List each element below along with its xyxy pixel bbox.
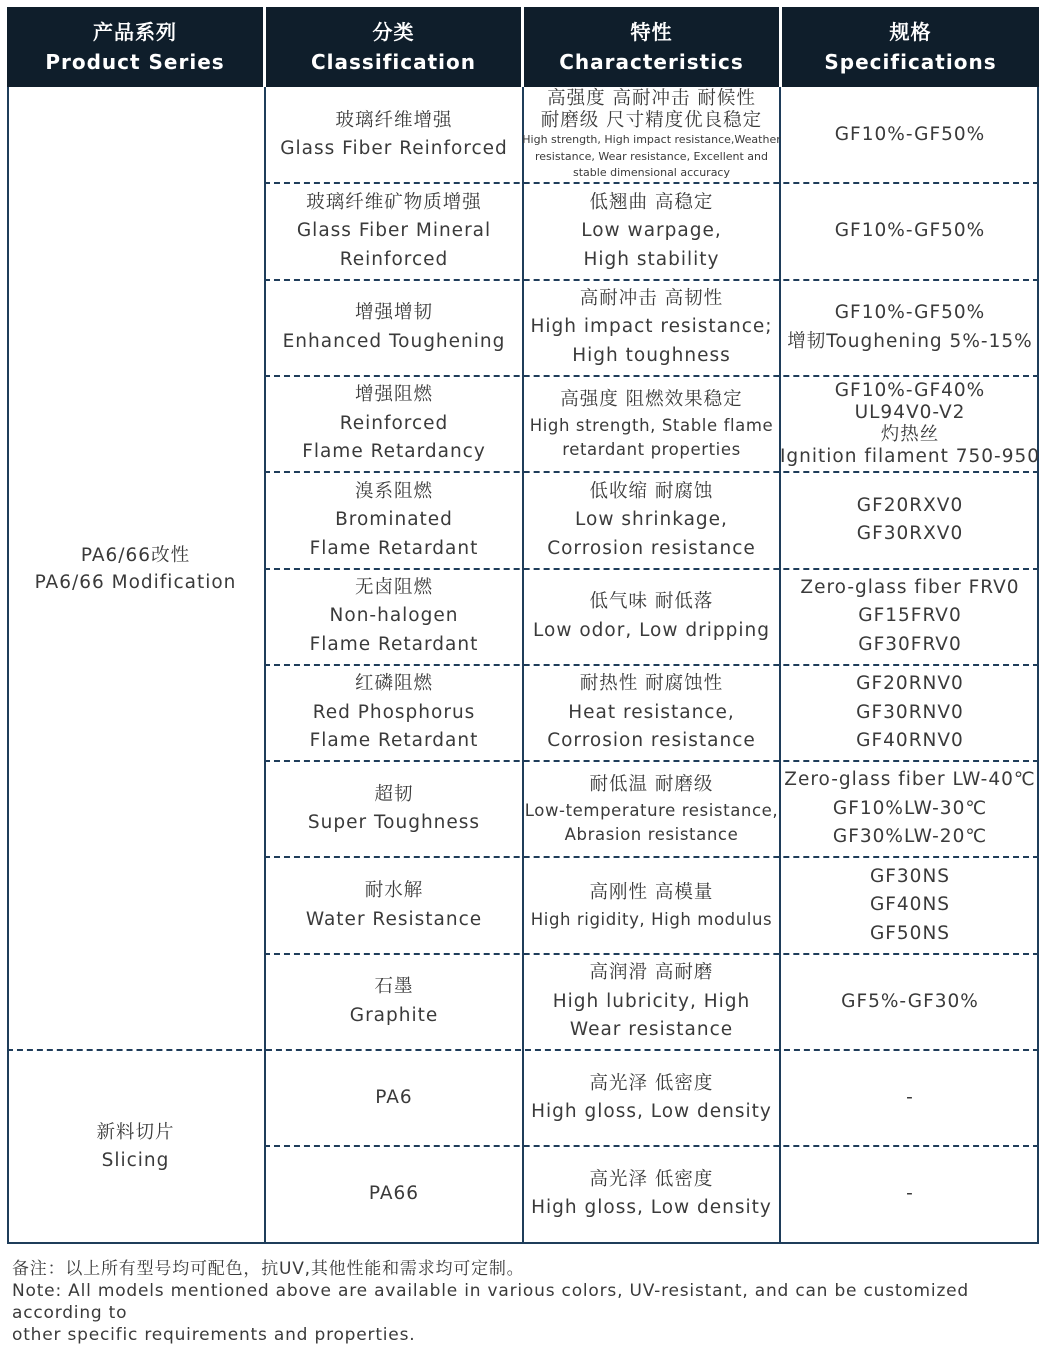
cell-text: High strength, Stable flame <box>529 416 774 436</box>
cell-text: 增韧Toughening 5%-15% <box>787 330 1033 352</box>
cell-text: High rigidity, High modulus <box>530 909 773 929</box>
characteristics-cell <box>524 761 779 857</box>
specifications-cell <box>781 665 1039 761</box>
cell-text: 耐水解 <box>364 880 424 902</box>
cell-text: Low warpage, <box>581 220 722 242</box>
cell-text: 高刚性 高模量 <box>589 882 714 904</box>
cell-text: GF10%-GF50% <box>834 123 986 145</box>
cell-text: High strength, High impact resistance,Weather <box>522 133 781 147</box>
cell-text: Water Resistance <box>305 908 483 930</box>
classification-cell <box>266 1146 522 1242</box>
specifications-cell <box>781 376 1039 472</box>
cell-text: GF30RNV0 <box>856 701 964 723</box>
header-text: 特性 <box>630 20 673 44</box>
cell-text: GF40RNV0 <box>856 730 964 752</box>
cell-text: 玻璃纤维增强 <box>335 109 453 131</box>
specifications-cell <box>781 280 1039 376</box>
group-label-zh: PA6/66改性 <box>80 545 191 567</box>
specifications-cell <box>781 1050 1039 1146</box>
characteristics-cell <box>524 665 779 761</box>
cell-text: High gloss, Low density <box>531 1101 772 1123</box>
cell-text: Abrasion resistance <box>564 825 739 845</box>
cell-text: Graphite <box>349 1004 439 1026</box>
cell-text: - <box>906 1183 914 1205</box>
cell-text: 耐磨级 尺寸精度优良稳定 <box>540 110 763 132</box>
classification-cell <box>266 761 522 857</box>
group-label-en: PA6/66 Modification <box>34 571 237 593</box>
classification-cell <box>266 954 522 1050</box>
cell-text: GF30%LW-20℃ <box>832 826 988 848</box>
cell-text: Red Phosphorus <box>312 701 476 723</box>
group-cell-slicing <box>7 1050 264 1244</box>
cell-text: Enhanced Toughening <box>282 330 506 352</box>
cell-text: 耐热性 耐腐蚀性 <box>579 673 724 695</box>
cell-text: 低翘曲 高稳定 <box>589 191 714 213</box>
cell-text: 红磷阻燃 <box>354 673 433 695</box>
specifications-cell <box>781 1146 1039 1242</box>
cell-text: GF10%-GF50% <box>834 220 986 242</box>
table-header <box>7 7 1039 87</box>
cell-text: High lubricity, High <box>552 990 751 1012</box>
cell-text: Low-temperature resistance, <box>524 801 779 821</box>
cell-text: Zero-glass fiber LW-40℃ <box>784 769 1036 791</box>
cell-text: 玻璃纤维矿物质增强 <box>306 191 482 213</box>
characteristics-cell <box>524 857 779 953</box>
characteristics-cell <box>524 954 779 1050</box>
footnote-zh: 备注：以上所有型号均可配色，抗UV,其他性能和需求均可定制。 <box>12 1259 525 1279</box>
cell-text: 增强阻燃 <box>354 384 433 406</box>
cell-text: High impact resistance; <box>530 316 773 338</box>
specifications-cell <box>781 472 1039 568</box>
classification-cell <box>266 569 522 665</box>
cell-text: GF20RNV0 <box>856 673 964 695</box>
cell-text: Ignition filament 750-950 <box>779 446 1041 468</box>
group-label-en: Slicing <box>101 1150 170 1171</box>
cell-text: PA6 <box>375 1086 413 1108</box>
cell-text: 灼热丝 <box>880 424 940 446</box>
classification-cell <box>266 472 522 568</box>
header-text: Classification <box>311 50 476 74</box>
header-product-series <box>7 7 263 87</box>
characteristics-cell <box>524 87 779 183</box>
header-text: 产品系列 <box>93 20 177 44</box>
characteristics-cell <box>524 376 779 472</box>
cell-text: GF30FRV0 <box>858 633 962 655</box>
specifications-cell <box>781 569 1039 665</box>
cell-text: 超韧 <box>374 783 414 805</box>
classification-cell <box>266 1050 522 1146</box>
cell-text: 高耐冲击 高韧性 <box>579 287 724 309</box>
cell-text: retardant properties <box>562 440 741 460</box>
cell-text: GF30RXV0 <box>856 523 964 545</box>
cell-text: Corrosion resistance <box>547 537 756 559</box>
classification-cell <box>266 183 522 279</box>
cell-text: Flame Retardant <box>309 730 479 752</box>
classification-cell <box>266 376 522 472</box>
header-text: 规格 <box>889 20 932 44</box>
header-classification <box>266 7 521 87</box>
group-label-zh: 新料切片 <box>96 1121 175 1143</box>
specifications-cell <box>781 87 1039 183</box>
group-cell-pa6-66-modification <box>7 87 264 1050</box>
cell-text: 溴系阻燃 <box>354 480 433 502</box>
cell-text: - <box>906 1086 914 1108</box>
cell-text: Glass Fiber Reinforced <box>280 138 508 160</box>
cell-text: Low odor, Low dripping <box>533 619 770 641</box>
cell-text: Reinforced <box>339 412 449 434</box>
cell-text: GF10%-GF50% <box>834 302 986 324</box>
cell-text: stable dimensional accuracy <box>573 166 730 180</box>
header-characteristics <box>524 7 779 87</box>
characteristics-cell <box>524 1050 779 1146</box>
cell-text: GF10%LW-30℃ <box>832 797 988 819</box>
cell-text: GF20RXV0 <box>856 494 964 516</box>
footnote-en-line2: other specific requirements and properties. <box>12 1325 416 1345</box>
cell-text: Wear resistance <box>569 1019 734 1041</box>
cell-text: Zero-glass fiber FRV0 <box>800 576 1020 598</box>
cell-text: PA66 <box>368 1183 420 1205</box>
header-text: 分类 <box>372 20 415 44</box>
specifications-cell <box>781 954 1039 1050</box>
footnote-en-line1: Note: All models mentioned above are available in various colors, UV-resistant, and can be customized according to <box>12 1281 970 1323</box>
characteristics-cell <box>524 569 779 665</box>
cell-text: Non-halogen <box>329 605 459 627</box>
header-specifications <box>782 7 1039 87</box>
cell-text: GF5%-GF30% <box>841 990 979 1012</box>
cell-text: High stability <box>583 248 720 270</box>
cell-text: 高润滑 高耐磨 <box>589 962 714 984</box>
specifications-cell <box>781 857 1039 953</box>
cell-text: High toughness <box>572 344 731 366</box>
cell-text: 低气味 耐低落 <box>589 591 714 613</box>
characteristics-cell <box>524 280 779 376</box>
cell-text: Flame Retardant <box>309 633 479 655</box>
header-text: Specifications <box>824 50 997 74</box>
cell-text: 高光泽 低密度 <box>589 1072 714 1094</box>
cell-text: 耐低温 耐磨级 <box>589 773 714 795</box>
classification-cell <box>266 87 522 183</box>
header-text: Product Series <box>45 50 225 74</box>
cell-text: Glass Fiber Mineral <box>296 220 492 242</box>
classification-cell <box>266 857 522 953</box>
header-text: Characteristics <box>559 50 744 74</box>
cell-text: GF40NS <box>869 894 951 916</box>
characteristics-cell <box>524 472 779 568</box>
cell-text: Super Toughness <box>307 812 481 834</box>
cell-text: 无卤阻燃 <box>354 576 433 598</box>
cell-text: 低收缩 耐腐蚀 <box>589 480 714 502</box>
characteristics-cell <box>524 1146 779 1242</box>
cell-text: 增强增韧 <box>354 302 433 324</box>
cell-text: 高强度 高耐冲击 耐候性 <box>547 88 756 110</box>
specifications-cell <box>781 761 1039 857</box>
cell-text: 石墨 <box>374 976 414 998</box>
classification-cell <box>266 280 522 376</box>
cell-text: Flame Retardancy <box>302 441 486 463</box>
classification-cell <box>266 665 522 761</box>
cell-text: Reinforced <box>339 248 449 270</box>
footnote <box>12 1258 1042 1346</box>
cell-text: GF30NS <box>869 865 951 887</box>
cell-text: Low shrinkage, <box>575 509 728 531</box>
specifications-cell <box>781 183 1039 279</box>
cell-text: Corrosion resistance <box>547 730 756 752</box>
cell-text: UL94V0-V2 <box>854 402 966 424</box>
characteristics-cell <box>524 183 779 279</box>
cell-text: Heat resistance, <box>568 701 735 723</box>
cell-text: Brominated <box>335 509 453 531</box>
cell-text: High gloss, Low density <box>531 1197 772 1219</box>
cell-text: resistance, Wear resistance, Excellent and <box>535 149 768 163</box>
cell-text: 高光泽 低密度 <box>589 1168 714 1190</box>
cell-text: GF50NS <box>869 922 951 944</box>
cell-text: Flame Retardant <box>309 537 479 559</box>
cell-text: 高强度 阻燃效果稳定 <box>560 388 743 410</box>
cell-text: GF10%-GF40% <box>834 380 986 402</box>
cell-text: GF15FRV0 <box>858 605 962 627</box>
